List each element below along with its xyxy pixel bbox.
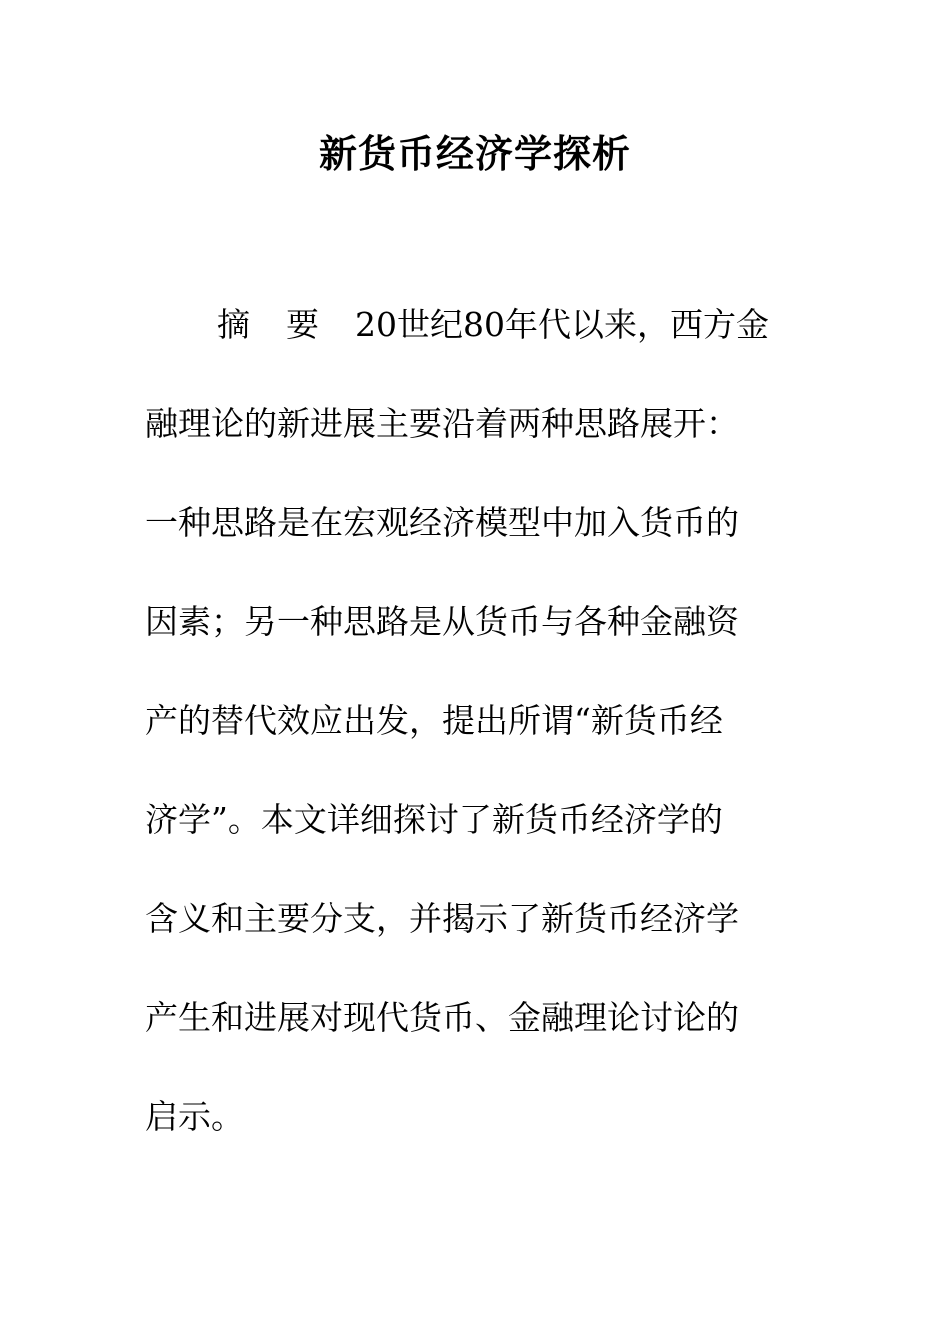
- abstract-label-char-2: 要: [286, 305, 319, 344]
- abstract-line-8: 产生和进展对现代货币、金融理论讨论的: [145, 998, 739, 1037]
- abstract-line-9: 启示。: [145, 1097, 244, 1136]
- abstract-line-2: 融理论的新进展主要沿着两种思路展开：: [145, 404, 739, 443]
- abstract-line-7: 含义和主要分支，并揭示了新货币经济学: [145, 899, 739, 938]
- abstract-line-4: 因素；另一种思路是从货币与各种金融资: [145, 602, 739, 641]
- abstract-line-1: [145, 300, 769, 350]
- page-title: 新货币经济学探析: [318, 131, 631, 176]
- abstract-text-line-1: 20世纪80年代以来，西方金: [355, 305, 769, 344]
- abstract-line-6: 济学”。本文详细探讨了新货币经济学的: [145, 800, 723, 839]
- abstract-label-char-1: 摘: [217, 305, 250, 344]
- abstract-line-3: 一种思路是在宏观经济模型中加入货币的: [145, 503, 739, 542]
- abstract-line-5: 产的替代效应出发，提出所谓“新货币经: [145, 701, 723, 740]
